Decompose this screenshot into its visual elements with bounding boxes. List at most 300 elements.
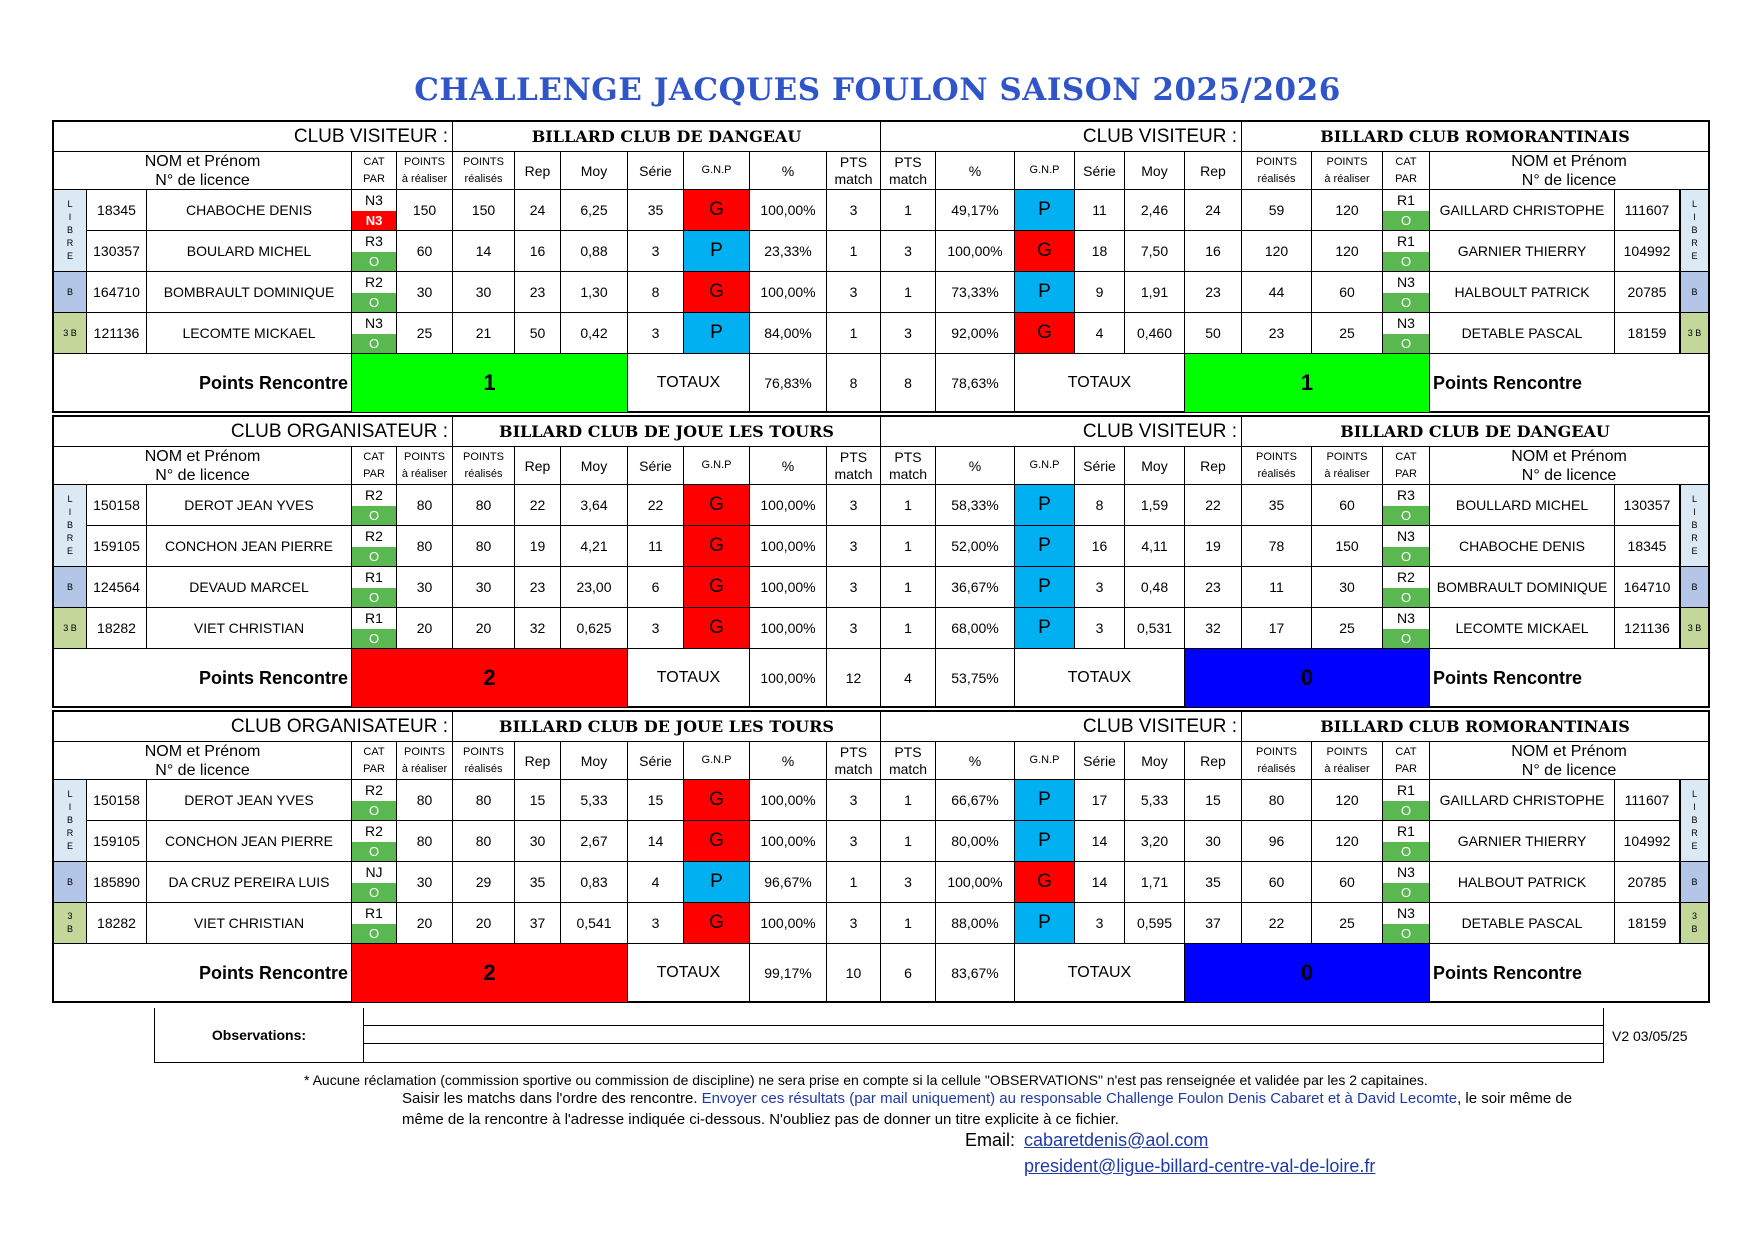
mode-letter: E: [66, 546, 73, 556]
serie-right: 4: [1075, 313, 1125, 354]
pct-left: 96,67%: [750, 862, 827, 903]
points-a-realiser-left: 80: [397, 485, 453, 526]
h-pm-l2: match: [834, 465, 873, 482]
h-pm-r1: PTS: [894, 448, 922, 465]
points-realises-right: 80: [1242, 780, 1312, 821]
header-serie-right: Série: [1075, 152, 1125, 190]
mode-letter: 3 B: [63, 622, 77, 633]
gnp-right: P: [1015, 190, 1075, 231]
licence-left: 121136: [87, 313, 147, 354]
points-a-realiser-right: 120: [1312, 231, 1383, 272]
mode-r-row3: [1680, 567, 1708, 608]
mode-letter: L: [1691, 494, 1697, 504]
category-left: [352, 903, 397, 944]
left-club-role: CLUB ORGANISATEUR :: [54, 712, 453, 742]
player-name-right: CHABOCHE DENIS: [1430, 526, 1615, 567]
mode-l-row3: [54, 272, 87, 313]
mode-r-row4: [1680, 313, 1708, 354]
category-left-value: NJ: [365, 863, 383, 880]
licence-right: 18159: [1615, 903, 1680, 944]
moy-right: 4,11: [1125, 526, 1185, 567]
points-realises-right: 59: [1242, 190, 1312, 231]
points-rencontre-label-left: Points Rencontre: [54, 354, 352, 412]
header-cat-left: [352, 152, 397, 190]
mode-l-row4: [54, 903, 87, 944]
serie-right: 14: [1075, 821, 1125, 862]
mode-letter: B: [1691, 924, 1698, 934]
pct-right: 73,33%: [936, 272, 1015, 313]
mode-letter: 3: [67, 911, 73, 921]
pts-match-left: 3: [827, 526, 881, 567]
licence-left: 159105: [87, 526, 147, 567]
category-left: [352, 567, 397, 608]
header-licence-right: N° de licence: [1521, 761, 1617, 779]
par-left-badge: O: [352, 252, 396, 272]
mode-r-row1: [1680, 485, 1708, 567]
header-serie-left: Série: [628, 447, 684, 485]
gnp-right: P: [1015, 608, 1075, 649]
gnp-left: G: [684, 190, 750, 231]
par-right-badge: O: [1383, 252, 1429, 272]
h-pr-r2: à réaliser: [1324, 762, 1370, 775]
serie-left: 6: [628, 567, 684, 608]
pct-right: 100,00%: [936, 862, 1015, 903]
points-a-realiser-right: 120: [1312, 821, 1383, 862]
pts-match-left: 3: [827, 608, 881, 649]
note-instructions: [402, 1090, 1572, 1107]
points-rencontre-label-left: Points Rencontre: [54, 649, 352, 707]
licence-left: 150158: [87, 485, 147, 526]
par-left-badge: N3: [352, 211, 396, 231]
left-club-name: BILLARD CLUB DE DANGEAU: [453, 122, 881, 152]
header-points-a-realiser-right: [1312, 447, 1383, 485]
par-left-badge: O: [352, 842, 396, 862]
mode-letter: B: [1691, 520, 1698, 530]
rep-left: 23: [515, 272, 561, 313]
h-pr-l2: à réaliser: [401, 762, 448, 775]
header-cat-left-l2: PAR: [363, 172, 385, 185]
mode-letter: B: [1691, 581, 1698, 592]
serie-left: 11: [628, 526, 684, 567]
category-left: [352, 190, 397, 231]
mode-letter: E: [1691, 841, 1698, 851]
points-a-realiser-right: 150: [1312, 526, 1383, 567]
category-left-value: R1: [365, 568, 383, 585]
gnp-right: P: [1015, 903, 1075, 944]
pct-left: 23,33%: [750, 231, 827, 272]
score-sheet: [52, 120, 1710, 1005]
points-rencontre-right: 1: [1185, 354, 1430, 412]
player-name-left: VIET CHRISTIAN: [147, 608, 352, 649]
match-block-3: [52, 710, 1710, 1003]
note-instructions-b: Envoyer ces résultats (par mail uniquement) au responsable Challenge Foulon Denis Cabaret et à David Lecomte: [697, 1090, 1458, 1107]
header-cat-left-l1: CAT: [363, 745, 385, 758]
gnp-left: G: [684, 903, 750, 944]
category-left: [352, 313, 397, 354]
category-left-value: N3: [365, 191, 383, 208]
moy-right: 1,71: [1125, 862, 1185, 903]
pts-match-left: 1: [827, 231, 881, 272]
h-c-r1: CAT: [1395, 155, 1417, 168]
pts-match-left: 1: [827, 862, 881, 903]
mode-letter: R: [66, 533, 74, 543]
header-serie-right: Série: [1075, 447, 1125, 485]
category-right: [1383, 313, 1430, 354]
points-realises-left: 80: [453, 821, 515, 862]
licence-left: 18345: [87, 190, 147, 231]
player-name-left: CONCHON JEAN PIERRE: [147, 821, 352, 862]
h-pr-r2: à réaliser: [1324, 467, 1370, 480]
header-gnp-right: G.N.P: [1015, 742, 1075, 780]
pts-match-left: 3: [827, 780, 881, 821]
category-left: [352, 526, 397, 567]
totaux-label-left: TOTAUX: [628, 354, 750, 412]
pts-match-right: 3: [881, 231, 936, 272]
moy-right: 3,20: [1125, 821, 1185, 862]
category-right: [1383, 903, 1430, 944]
pct-left: 100,00%: [750, 567, 827, 608]
moy-right: 0,48: [1125, 567, 1185, 608]
points-rencontre-right: 0: [1185, 649, 1430, 707]
pct-left: 100,00%: [750, 272, 827, 313]
h-c-r2: PAR: [1395, 467, 1417, 480]
mode-letter: B: [66, 520, 73, 530]
moy-left: 1,30: [561, 272, 628, 313]
moy-left: 23,00: [561, 567, 628, 608]
mode-letter: E: [1691, 546, 1698, 556]
header-name-right: [1430, 742, 1708, 780]
pts-match-right: 1: [881, 903, 936, 944]
par-right-badge: O: [1383, 293, 1429, 313]
left-club-role: CLUB ORGANISATEUR :: [54, 417, 453, 447]
h-c-r2: PAR: [1395, 172, 1417, 185]
player-name-right: HALBOUT PATRICK: [1430, 862, 1615, 903]
licence-left: 124564: [87, 567, 147, 608]
par-right-badge: O: [1383, 211, 1429, 231]
licence-left: 18282: [87, 903, 147, 944]
par-left-badge: O: [352, 547, 396, 567]
header-points-realises-right: [1242, 447, 1312, 485]
points-rencontre-left: 2: [352, 649, 628, 707]
gnp-right: P: [1015, 780, 1075, 821]
licence-left: 18282: [87, 608, 147, 649]
header-name-right-l1: NOM et Prénom: [1511, 152, 1627, 170]
gnp-right: P: [1015, 567, 1075, 608]
moy-left: 6,25: [561, 190, 628, 231]
category-left-value: R1: [365, 904, 383, 921]
left-club-name: BILLARD CLUB DE JOUE LES TOURS: [453, 712, 881, 742]
moy-left: 0,541: [561, 903, 628, 944]
par-right-badge: O: [1383, 924, 1429, 944]
header-rep-left: Rep: [515, 152, 561, 190]
rep-left: 23: [515, 567, 561, 608]
points-realises-left: 29: [453, 862, 515, 903]
points-realises-left: 80: [453, 526, 515, 567]
mode-letter: B: [1691, 815, 1698, 825]
par-left-badge: O: [352, 883, 396, 903]
pts-match-right: 1: [881, 190, 936, 231]
total-pts-right: 6: [881, 944, 936, 1002]
email-link-president[interactable]: president@ligue-billard-centre-val-de-loire.fr: [1024, 1156, 1376, 1176]
gnp-right: P: [1015, 526, 1075, 567]
points-a-realiser-right: 60: [1312, 862, 1383, 903]
header-cat-right: [1383, 742, 1430, 780]
mode-letter: L: [67, 789, 73, 799]
points-realises-right: 35: [1242, 485, 1312, 526]
header-name-right-l1: NOM et Prénom: [1511, 742, 1627, 760]
h-pd-l1: POINTS: [463, 745, 504, 758]
category-left-value: R2: [365, 273, 383, 290]
licence-right: 20785: [1615, 272, 1680, 313]
category-left-value: R2: [365, 822, 383, 839]
pct-left: 100,00%: [750, 190, 827, 231]
mode-letter: 3 B: [63, 327, 77, 338]
licence-right: 130357: [1615, 485, 1680, 526]
mode-letter: B: [66, 286, 73, 297]
header-pct-right: %: [936, 152, 1015, 190]
mode-letter: E: [66, 841, 73, 851]
header-rep-right: Rep: [1185, 152, 1242, 190]
moy-right: 0,595: [1125, 903, 1185, 944]
gnp-left: G: [684, 780, 750, 821]
category-left: [352, 485, 397, 526]
rep-left: 50: [515, 313, 561, 354]
mode-letter: I: [68, 802, 72, 812]
points-rencontre-label-right: Points Rencontre: [1433, 962, 1583, 983]
moy-left: 0,42: [561, 313, 628, 354]
category-left: [352, 821, 397, 862]
points-a-realiser-right: 25: [1312, 903, 1383, 944]
category-right-value: N3: [1397, 527, 1415, 544]
h-pr-r1: POINTS: [1326, 155, 1368, 168]
pct-left: 100,00%: [750, 526, 827, 567]
header-points-realises-left: [453, 152, 515, 190]
serie-left: 14: [628, 821, 684, 862]
pts-match-left: 3: [827, 485, 881, 526]
pct-left: 100,00%: [750, 608, 827, 649]
rep-right: 37: [1185, 903, 1242, 944]
points-realises-right: 60: [1242, 862, 1312, 903]
points-realises-right: 96: [1242, 821, 1312, 862]
totaux-label-left: TOTAUX: [628, 649, 750, 707]
mode-letter: I: [1693, 212, 1696, 222]
points-a-realiser-right: 25: [1312, 313, 1383, 354]
observations-field[interactable]: [363, 1008, 1604, 1063]
mode-r-row1: [1680, 190, 1708, 272]
header-name-right: [1430, 447, 1708, 485]
moy-left: 2,67: [561, 821, 628, 862]
header-rep-right: Rep: [1185, 742, 1242, 780]
category-right-value: N3: [1397, 904, 1415, 921]
rep-right: 22: [1185, 485, 1242, 526]
header-points-a-realiser-left: [397, 742, 453, 780]
rep-right: 50: [1185, 313, 1242, 354]
category-left-value: R2: [365, 527, 383, 544]
pts-match-right: 1: [881, 608, 936, 649]
header-pts-match-right: [881, 447, 936, 485]
left-club-role: CLUB VISITEUR :: [54, 122, 453, 152]
serie-right: 8: [1075, 485, 1125, 526]
par-right-badge: O: [1383, 883, 1429, 903]
header-pts-match-right: [881, 152, 936, 190]
category-right: [1383, 526, 1430, 567]
totaux-label-right: TOTAUX: [1015, 354, 1185, 412]
pts-match-right: 3: [881, 313, 936, 354]
match-block-2: [52, 415, 1710, 708]
moy-left: 4,21: [561, 526, 628, 567]
moy-right: 0,531: [1125, 608, 1185, 649]
player-name-right: GARNIER THIERRY: [1430, 231, 1615, 272]
h-pr-l2: à réaliser: [401, 467, 448, 480]
h-pd-r1: POINTS: [1256, 450, 1297, 463]
mode-letter: B: [66, 225, 73, 235]
rep-right: 19: [1185, 526, 1242, 567]
points-realises-right: 11: [1242, 567, 1312, 608]
h-pd-l1: POINTS: [463, 450, 504, 463]
h-pm-l1: PTS: [839, 448, 868, 465]
licence-left: 185890: [87, 862, 147, 903]
gnp-right: P: [1015, 272, 1075, 313]
points-a-realiser-left: 80: [397, 821, 453, 862]
serie-left: 3: [628, 313, 684, 354]
mode-letter: I: [1693, 507, 1696, 517]
pct-right: 92,00%: [936, 313, 1015, 354]
header-cat-right: [1383, 152, 1430, 190]
right-club-role: CLUB VISITEUR :: [881, 122, 1242, 152]
licence-right: 20785: [1615, 862, 1680, 903]
h-pr-r1: POINTS: [1326, 450, 1368, 463]
licence-left: 150158: [87, 780, 147, 821]
rep-right: 23: [1185, 567, 1242, 608]
rep-right: 30: [1185, 821, 1242, 862]
gnp-right: P: [1015, 821, 1075, 862]
pts-match-left: 3: [827, 903, 881, 944]
header-licence-left: N° de licence: [155, 761, 250, 779]
pct-left: 100,00%: [750, 485, 827, 526]
par-left-badge: O: [352, 506, 396, 526]
gnp-left: G: [684, 821, 750, 862]
player-name-left: DEROT JEAN YVES: [147, 485, 352, 526]
par-left-badge: O: [352, 629, 396, 649]
header-points-realises-right: [1242, 152, 1312, 190]
header-name-right-l1: NOM et Prénom: [1511, 447, 1627, 465]
header-points-a-realiser-right: [1312, 742, 1383, 780]
h-pd-r2: réalisés: [1257, 467, 1296, 480]
par-left-badge: O: [352, 588, 396, 608]
mode-letter: 3 B: [1687, 327, 1702, 338]
mode-r-row3: [1680, 862, 1708, 903]
points-realises-left: 14: [453, 231, 515, 272]
category-right: [1383, 608, 1430, 649]
total-pct-right: 53,75%: [936, 649, 1015, 707]
player-name-right: BOMBRAULT DOMINIQUE: [1430, 567, 1615, 608]
points-a-realiser-left: 20: [397, 903, 453, 944]
h-pr-r2: à réaliser: [1324, 172, 1370, 185]
version-label: V2 03/05/25: [1612, 1028, 1688, 1044]
mode-letter: I: [1693, 802, 1696, 812]
points-a-realiser-right: 60: [1312, 272, 1383, 313]
total-pct-right: 83,67%: [936, 944, 1015, 1002]
mode-letter: B: [66, 581, 73, 592]
serie-left: 22: [628, 485, 684, 526]
header-cat-left-l1: CAT: [363, 155, 385, 168]
header-pts-match-left: [827, 742, 881, 780]
header-cat-left-l2: PAR: [363, 467, 385, 480]
mode-letter: L: [67, 494, 73, 504]
moy-left: 5,33: [561, 780, 628, 821]
h-pr-l1: POINTS: [404, 155, 445, 168]
gnp-right: G: [1015, 231, 1075, 272]
total-pct-right: 78,63%: [936, 354, 1015, 412]
category-left-value: R2: [365, 781, 383, 798]
category-right: [1383, 821, 1430, 862]
serie-right: 16: [1075, 526, 1125, 567]
pts-match-right: 1: [881, 567, 936, 608]
category-right: [1383, 862, 1430, 903]
pct-right: 49,17%: [936, 190, 1015, 231]
points-rencontre-left: 1: [352, 354, 628, 412]
licence-left: 130357: [87, 231, 147, 272]
points-rencontre-label-right: Points Rencontre: [1433, 667, 1583, 688]
header-pct-right: %: [936, 742, 1015, 780]
match-block-1: [52, 120, 1710, 413]
email-label: Email:: [965, 1130, 1016, 1150]
totaux-label-right: TOTAUX: [1015, 944, 1185, 1002]
header-licence-right: N° de licence: [1521, 171, 1617, 189]
category-right-value: R2: [1397, 568, 1415, 585]
category-right-value: N3: [1397, 609, 1415, 626]
category-left-value: R2: [365, 486, 383, 503]
moy-right: 5,33: [1125, 780, 1185, 821]
h-pm-l2: match: [834, 760, 873, 777]
mode-r-row1: [1680, 780, 1708, 862]
email-link-cabaret[interactable]: cabaretdenis@aol.com: [1024, 1130, 1209, 1150]
mode-letter: I: [68, 507, 72, 517]
rep-right: 16: [1185, 231, 1242, 272]
player-name-left: LECOMTE MICKAEL: [147, 313, 352, 354]
player-name-right: DETABLE PASCAL: [1430, 903, 1615, 944]
serie-right: 3: [1075, 608, 1125, 649]
mode-l-row1: [54, 190, 87, 272]
serie-left: 3: [628, 903, 684, 944]
player-name-left: BOULARD MICHEL: [147, 231, 352, 272]
points-realises-left: 80: [453, 485, 515, 526]
right-club-name: BILLARD CLUB DE DANGEAU: [1242, 417, 1708, 447]
gnp-left: P: [684, 231, 750, 272]
pct-right: 36,67%: [936, 567, 1015, 608]
category-right-value: R3: [1397, 486, 1415, 503]
gnp-left: G: [684, 608, 750, 649]
h-pm-l1: PTS: [839, 743, 868, 760]
mode-l-row1: [54, 485, 87, 567]
header-name-left: [54, 447, 352, 485]
moy-right: 7,50: [1125, 231, 1185, 272]
header-pct-left: %: [750, 152, 827, 190]
header-cat-left: [352, 742, 397, 780]
points-a-realiser-left: 150: [397, 190, 453, 231]
serie-right: 3: [1075, 567, 1125, 608]
rep-right: 24: [1185, 190, 1242, 231]
licence-left: 159105: [87, 821, 147, 862]
header-cat-left: [352, 447, 397, 485]
category-right-value: R1: [1397, 781, 1415, 798]
player-name-right: GAILLARD CHRISTOPHE: [1430, 780, 1615, 821]
observations-area: [154, 1008, 1604, 1063]
h-pr-l1: POINTS: [404, 745, 445, 758]
header-points-realises-left: [453, 447, 515, 485]
points-a-realiser-right: 120: [1312, 780, 1383, 821]
par-right-badge: O: [1383, 629, 1429, 649]
